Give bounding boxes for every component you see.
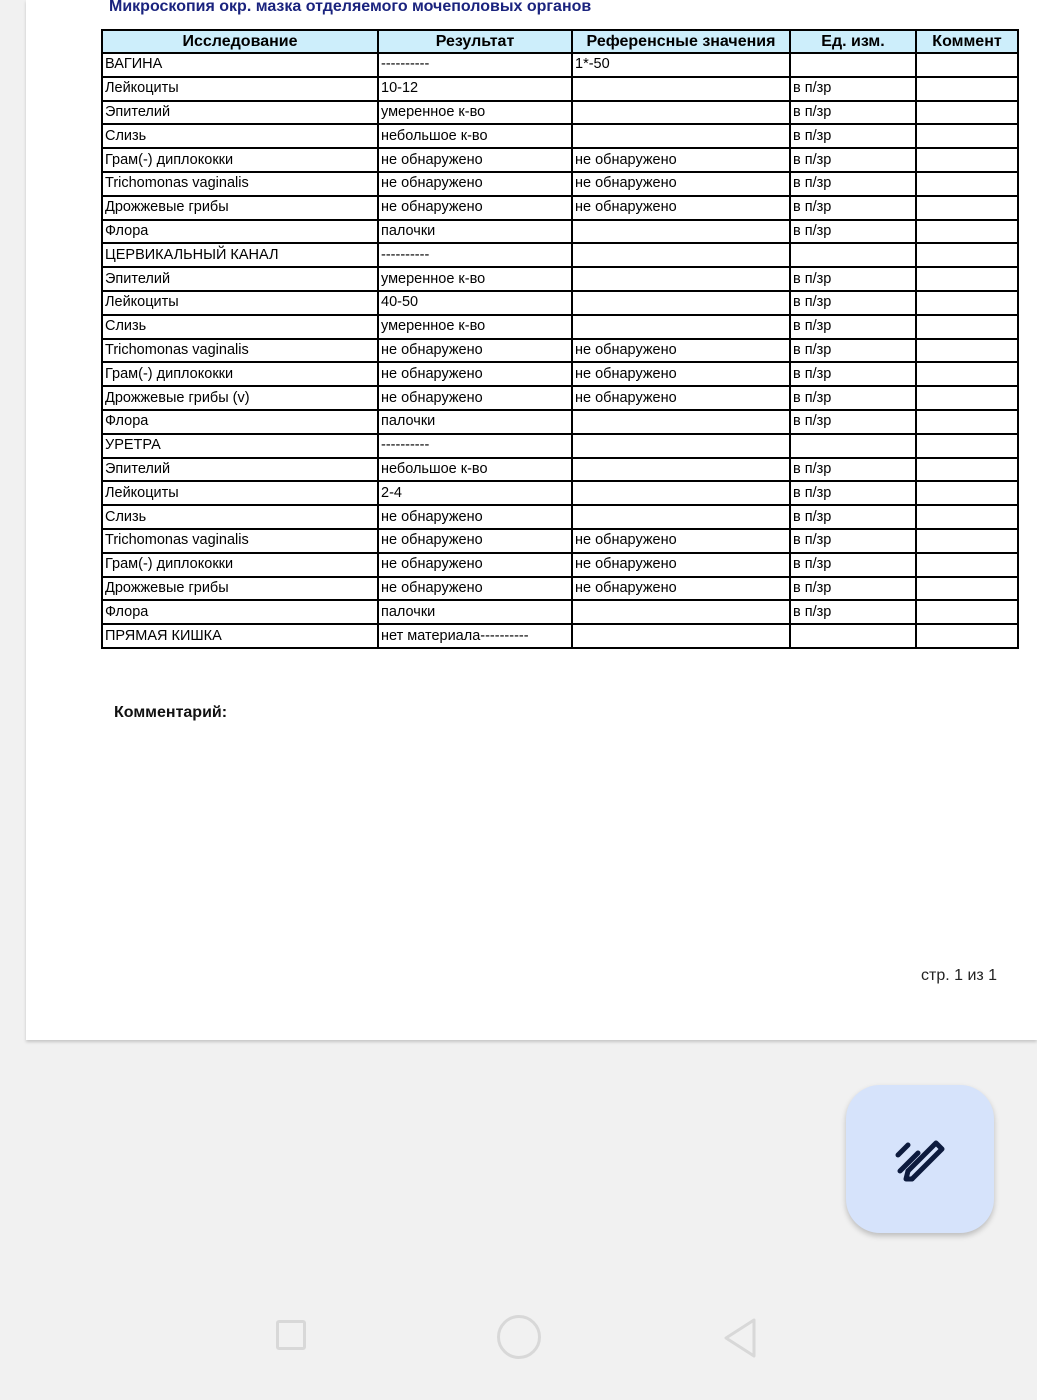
cell-result: нет материала----------: [378, 624, 572, 648]
cell-result: палочки: [378, 220, 572, 244]
cell-result: не обнаружено: [378, 553, 572, 577]
cell-unit: в п/зр: [790, 458, 916, 482]
home-circle-icon[interactable]: [497, 1315, 541, 1359]
table-row: [102, 291, 1018, 315]
cell-unit: [790, 434, 916, 458]
cell-comment: [916, 386, 1018, 410]
table-body: [102, 53, 1018, 648]
cell-reference: не обнаружено: [572, 362, 790, 386]
comment-label: Комментарий:: [114, 704, 228, 721]
cell-unit: в п/зр: [790, 362, 916, 386]
cell-unit: в п/зр: [790, 410, 916, 434]
cell-result: палочки: [378, 410, 572, 434]
cell-comment: [916, 172, 1018, 196]
header-study: Исследование: [102, 30, 378, 53]
cell-study: Флора: [102, 600, 378, 624]
cell-result: умеренное к-во: [378, 101, 572, 125]
cell-reference: 1*-50: [572, 53, 790, 77]
cell-unit: в п/зр: [790, 505, 916, 529]
cell-comment: [916, 124, 1018, 148]
table-row: [102, 386, 1018, 410]
cell-result: ----------: [378, 53, 572, 77]
cell-study: Эпителий: [102, 101, 378, 125]
cell-reference: [572, 434, 790, 458]
cell-unit: в п/зр: [790, 315, 916, 339]
cell-reference: [572, 220, 790, 244]
header-result: Результат: [378, 30, 572, 53]
header-reference: Референсные значения: [572, 30, 790, 53]
table-row: [102, 77, 1018, 101]
cell-study: УРЕТРА: [102, 434, 378, 458]
annotate-pen-icon: [894, 1133, 946, 1185]
cell-result: не обнаружено: [378, 148, 572, 172]
cell-comment: [916, 339, 1018, 363]
cell-study: Лейкоциты: [102, 77, 378, 101]
cell-comment: [916, 243, 1018, 267]
cell-comment: [916, 481, 1018, 505]
cell-comment: [916, 77, 1018, 101]
table-row: [102, 315, 1018, 339]
cell-comment: [916, 410, 1018, 434]
table-row: [102, 243, 1018, 267]
cell-unit: в п/зр: [790, 553, 916, 577]
cell-study: ПРЯМАЯ КИШКА: [102, 624, 378, 648]
table-row: [102, 481, 1018, 505]
cell-study: Дрожжевые грибы: [102, 577, 378, 601]
cell-comment: [916, 53, 1018, 77]
recents-square-icon[interactable]: [276, 1320, 306, 1350]
cell-comment: [916, 529, 1018, 553]
table-row: [102, 267, 1018, 291]
cell-reference: не обнаружено: [572, 196, 790, 220]
table-row: [102, 196, 1018, 220]
cell-reference: [572, 481, 790, 505]
cell-comment: [916, 101, 1018, 125]
cell-unit: в п/зр: [790, 339, 916, 363]
cell-study: Слизь: [102, 124, 378, 148]
cell-reference: [572, 243, 790, 267]
back-triangle-icon[interactable]: [722, 1317, 758, 1359]
header-comment: Коммент: [916, 30, 1018, 53]
cell-reference: [572, 291, 790, 315]
page-number: стр. 1 из 1: [921, 967, 998, 984]
cell-reference: не обнаружено: [572, 553, 790, 577]
cell-unit: в п/зр: [790, 291, 916, 315]
cell-unit: в п/зр: [790, 77, 916, 101]
cell-result: не обнаружено: [378, 505, 572, 529]
cell-comment: [916, 553, 1018, 577]
results-table: [101, 29, 1019, 649]
cell-comment: [916, 148, 1018, 172]
cell-unit: в п/зр: [790, 600, 916, 624]
cell-reference: [572, 124, 790, 148]
cell-study: ВАГИНА: [102, 53, 378, 77]
cell-unit: [790, 243, 916, 267]
cell-comment: [916, 434, 1018, 458]
table-row: [102, 600, 1018, 624]
cell-unit: в п/зр: [790, 386, 916, 410]
table-row: [102, 553, 1018, 577]
cell-result: ----------: [378, 434, 572, 458]
cell-result: не обнаружено: [378, 196, 572, 220]
cell-study: Дрожжевые грибы (v): [102, 386, 378, 410]
cell-study: Trichomonas vaginalis: [102, 172, 378, 196]
cell-comment: [916, 577, 1018, 601]
cell-comment: [916, 315, 1018, 339]
cell-result: 40-50: [378, 291, 572, 315]
cell-result: 2-4: [378, 481, 572, 505]
cell-reference: не обнаружено: [572, 339, 790, 363]
cell-unit: в п/зр: [790, 124, 916, 148]
cell-study: Флора: [102, 410, 378, 434]
cell-comment: [916, 220, 1018, 244]
cell-study: Trichomonas vaginalis: [102, 339, 378, 363]
cell-reference: не обнаружено: [572, 148, 790, 172]
cell-study: Лейкоциты: [102, 481, 378, 505]
table-row: [102, 529, 1018, 553]
cell-result: небольшое к-во: [378, 458, 572, 482]
cell-reference: не обнаружено: [572, 577, 790, 601]
cell-result: небольшое к-во: [378, 124, 572, 148]
table-row: [102, 434, 1018, 458]
cell-reference: [572, 267, 790, 291]
cell-comment: [916, 362, 1018, 386]
table-row: [102, 624, 1018, 648]
cell-reference: [572, 505, 790, 529]
cell-study: Слизь: [102, 315, 378, 339]
cell-study: Дрожжевые грибы: [102, 196, 378, 220]
cell-study: Эпителий: [102, 267, 378, 291]
cell-reference: [572, 410, 790, 434]
annotate-button[interactable]: [846, 1085, 994, 1233]
cell-study: Trichomonas vaginalis: [102, 529, 378, 553]
cell-study: Лейкоциты: [102, 291, 378, 315]
cell-unit: в п/зр: [790, 101, 916, 125]
cell-unit: в п/зр: [790, 481, 916, 505]
cell-study: ЦЕРВИКАЛЬНЫЙ КАНАЛ: [102, 243, 378, 267]
cell-comment: [916, 196, 1018, 220]
document-title: Микроскопия окр. мазка отделяемого мочеполовых органов: [109, 0, 592, 15]
table-row: [102, 577, 1018, 601]
cell-reference: [572, 315, 790, 339]
cell-comment: [916, 267, 1018, 291]
cell-result: не обнаружено: [378, 529, 572, 553]
cell-study: Грам(-) диплококки: [102, 553, 378, 577]
cell-reference: [572, 624, 790, 648]
document-page: [26, 0, 1037, 1040]
cell-comment: [916, 624, 1018, 648]
table-row: [102, 148, 1018, 172]
table-row: [102, 505, 1018, 529]
cell-unit: в п/зр: [790, 529, 916, 553]
table-row: [102, 339, 1018, 363]
table-row: [102, 220, 1018, 244]
cell-result: не обнаружено: [378, 386, 572, 410]
cell-study: Слизь: [102, 505, 378, 529]
header-unit: Ед. изм.: [790, 30, 916, 53]
cell-comment: [916, 291, 1018, 315]
cell-reference: [572, 458, 790, 482]
cell-result: 10-12: [378, 77, 572, 101]
cell-result: не обнаружено: [378, 577, 572, 601]
cell-unit: в п/зр: [790, 148, 916, 172]
table-row: [102, 53, 1018, 77]
table-row: [102, 101, 1018, 125]
cell-comment: [916, 505, 1018, 529]
cell-study: Грам(-) диплококки: [102, 362, 378, 386]
table-row: [102, 410, 1018, 434]
cell-study: Грам(-) диплококки: [102, 148, 378, 172]
cell-result: умеренное к-во: [378, 267, 572, 291]
cell-comment: [916, 458, 1018, 482]
table-row: [102, 124, 1018, 148]
cell-unit: [790, 53, 916, 77]
cell-reference: не обнаружено: [572, 386, 790, 410]
cell-study: Эпителий: [102, 458, 378, 482]
table-row: [102, 458, 1018, 482]
cell-unit: в п/зр: [790, 267, 916, 291]
cell-unit: [790, 624, 916, 648]
cell-unit: в п/зр: [790, 196, 916, 220]
cell-result: не обнаружено: [378, 172, 572, 196]
cell-result: палочки: [378, 600, 572, 624]
cell-reference: [572, 600, 790, 624]
table-header-row: [102, 30, 1018, 53]
cell-result: умеренное к-во: [378, 315, 572, 339]
cell-reference: не обнаружено: [572, 172, 790, 196]
cell-unit: в п/зр: [790, 577, 916, 601]
cell-comment: [916, 600, 1018, 624]
cell-unit: в п/зр: [790, 172, 916, 196]
cell-unit: в п/зр: [790, 220, 916, 244]
table-row: [102, 362, 1018, 386]
cell-reference: не обнаружено: [572, 529, 790, 553]
table-row: [102, 172, 1018, 196]
cell-result: ----------: [378, 243, 572, 267]
cell-study: Флора: [102, 220, 378, 244]
cell-result: не обнаружено: [378, 362, 572, 386]
cell-reference: [572, 77, 790, 101]
cell-result: не обнаружено: [378, 339, 572, 363]
cell-reference: [572, 101, 790, 125]
